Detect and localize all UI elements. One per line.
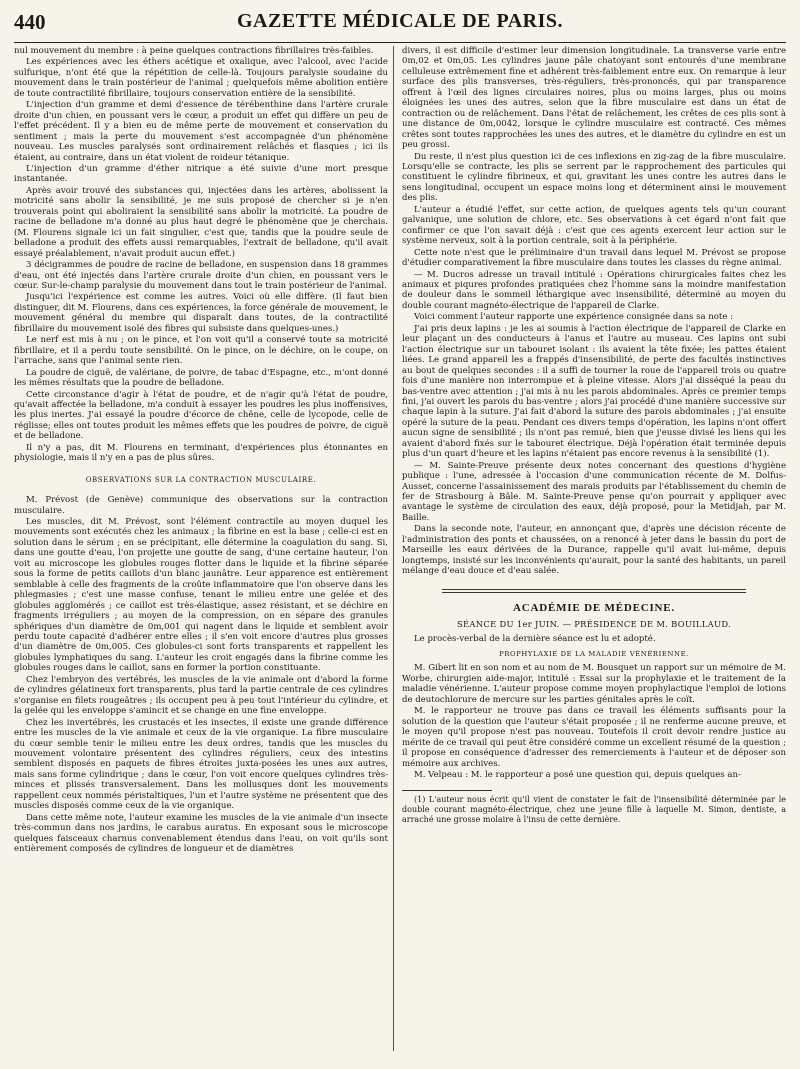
header-rule [14, 42, 786, 43]
paragraph: — M. Ducros adresse un travail intitulé : Opérations chirurgicales faites chez les animaux et piqures profondes pratiquées chez l'homme sans la moindre manifestation de douleur dans le sommeil léthargique avec insensibilité, déterminé au moyen du double courant magnéto-électrique de l'appareil de Clarke. [402, 269, 786, 311]
paragraph: Après avoir trouvé des substances qui, injectées dans les artères, abolissent la motricité sans abolir la sensibilité, je me suis proposé de chercher si je n'en trouverais point qui aboliraient la sensibilité sans abolir la motricité. La poudre de racine de belladone m'a donné au plus haut degré le phénomène que je cherchais. (M. Flourens signale ici un fait singulier, c'est que, tandis que la poudre seule de belladone a produit des effets aussi remarquables, l'extrait de belladone, qu'il avait essayé préalablement, n'avait produit aucun effet.) [14, 185, 388, 259]
paragraph: Le procès-verbal de la dernière séance est lu et adopté. [414, 633, 656, 644]
footnote-rule [402, 790, 492, 791]
section-rule [442, 589, 746, 593]
paragraph: Dans la seconde note, l'auteur, en annonçant que, d'après une décision récente de l'administration des ponts et chaussées, on a renoncé à jeter dans le bassin du port de Marseille les eaux dérivées de la Durance, rappelle qu'il avait lui-même, depuis longtemps, insisté sur les inconvénients qu'aurait, pour la santé des habitants, un pareil mélange d'eau douce et d'eau salée. [402, 524, 786, 577]
left-column [14, 46, 388, 856]
seance-heading: SÉANCE DU 1er JUIN. — PRÉSIDENCE DE M. BOUILLAUD. [456, 619, 732, 630]
paragraph: Chez l'embryon des vertébrés, les muscles de la vie animale ont d'abord la forme de cylindres gélatineux fort transparents, plus tard la partie centrale de ces cylindres s'organise en filets rougeâtres ; ils occupent peu à peu tout l'intérieur du cylindre, et la gelée qui les enveloppe s'amincit et se change en une fine enveloppe. [14, 674, 388, 717]
paragraph: Jusqu'ici l'expérience est comme les autres. Voici où elle diffère. (Il faut bien distinguer, dit M. Flourens, dans ces expériences, la force générale de mouvement, le mouvement général du membre qui disparaît dans toutes, de la contractilité fibrillaire du mouvement isolé des fibres qui subsiste dans quelques-unes.) [14, 292, 388, 334]
paragraph: Il n'y a pas, dit M. Flourens en terminant, d'expériences plus étonnantes en physiologie, mais il n'y en a pas de plus sûres. [14, 442, 388, 464]
paragraph: divers, il est difficile d'estimer leur dimension longitudinale. La transverse varie entre 0m,02 et 0m,05. Les cylindres jaune pâle chatoyant sont entourés d'une membrane celluleuse extrêmement fine et adhérent très-faiblement entre eux. On remarque à leur surface des plis transverses, très-réguliers, très-prononcés, qui par transparence offrent à l'œil des lignes circulaires noires, plus ou moins larges, plus ou moins éloignées les unes des autres, selon que la fibre musculaire est dans un état de contraction ou de relâchement. Dans l'état de relâchement, les crêtes de ces plis sont à une distance de 0m,0042, lorsque le cylindre musculaire est contracté. Ces mêmes crêtes sont toutes rapprochées les unes des autres, et le diamètre du cylindre en est un peu grossi. [402, 46, 786, 151]
paragraph: L'auteur a étudié l'effet, sur cette action, de quelques agents tels qu'un courant galvanique, une solution de chlore, etc. Ses observations à cet égard n'ont fait que confirmer ce que l'on savait déjà : c'est que ces agents exercent leur action sur le système nerveux, soit à la portion centrale, soit à la périphérie. [402, 204, 786, 247]
right-column [402, 46, 786, 826]
subsection-title: PROPHYLAXIE DE LA MALADIE VÉNÉRIENNE. [499, 650, 689, 659]
paragraph: L'injection d'un gramme d'éther nitrique a été suivie d'une mort presque instantanée. [14, 163, 388, 185]
paragraph: M. Gibert lit en son nom et au nom de M. Bousquet un rapport sur un mémoire de M. Worbe, chirurgien aide-major, intitulé : Essai sur la prophylaxie et le traitement de la maladie vénérienne. L'auteur propose comme moyen prophylactique l'emploi de lotions de deutochlorure de mercure sur les parties génitales après le coït. [402, 663, 786, 705]
paragraph: — M. Sainte-Preuve présente deux notes concernant des questions d'hygiène publique : l'une, adressée à l'occasion d'une communication récente de M. Dolfus-Ausset, concerne l'assainissement des marais produits par l'établissement du chemin de fer de Strasbourg à Bâle. M. Sainte-Preuve pense qu'on pourrait y appliquer avec avantage le système de circulation des eaux, déjà proposé, pour la Metidjah, par M. Baille. [402, 460, 786, 523]
journal-title: GAZETTE MÉDICALE DE PARIS. [236, 10, 564, 32]
paragraph: Dans cette même note, l'auteur examine les muscles de la vie animale d'un insecte très-commun dans nos jardins, le carabus auratus. En exposant sous le microscope quelques faisceaux charnus convenablement étendus dans l'eau, on voit qu'ils sont entièrement composés de cylindres de longueur et de diamètres [14, 812, 388, 855]
page-header [14, 8, 786, 42]
paragraph: Les expériences avec les éthers acétique et oxalique, avec l'alcool, avec l'acide sulfurique, n'ont été que la répétition de celle-là. Toujours paralysie soudaine du mouvement dans le train postérieur de l'animal ; quelquefois même abolition entière de toute contractilité fibrillaire, toujours conservation entière de la sensibilité. [14, 57, 388, 99]
page-number: 440 [14, 10, 46, 34]
paragraph: Les muscles, dit M. Prévost, sont l'élément contractile au moyen duquel les mouvements sont exécutés chez les animaux ; la fibrine en est la base ; celle-ci est en solution dans le sérum ; en se précipitant, elle détermine la coagulation du sang. Si, dans une goutte d'eau, l'on projette une goutte de sang, d'une certaine hauteur, l'on voit au microscope les globules rouges flotter dans le liquide et la fibrine séparée sous la forme de petits caillots d'un blanc jaunâtre. Leur apparence est entièrement semblable à celle des fragments de la croûte inflammatoire que l'on observe dans les phlegmasies ; c'est une masse confuse, tenant le milieu entre une gelée et des globules agglomérés ; ce caillot est très-élastique, assez résistant, et se déchire en fragments irréguliers ; au moyen de la compression, on en sépare des granules sphériques d'un diamètre de 0m,001 qui nagent dans le liquide et semblent avoir perdu toute capacité d'adhérer entre elles ; il s'en voit encore d'autres plus grosses d'un diamètre de 0m,005. Ces globules-ci sont forts transparents et rappellent les globules lymphatiques du sang. L'auteur les croit engagés dans la fibrine comme les globules rouges dans le caillot, sans en former la portion constituante. [14, 517, 388, 674]
paragraph: M. Prévost (de Genève) communique des observations sur la contraction musculaire. [14, 495, 388, 516]
paragraph: Le nerf est mis à nu ; on le pince, et l'on voit qu'il a conservé toute sa motricité fibrillaire, et il a perdu toute sensibilité. On le pince, on le déchire, on le coupe, on l'arrache, sans que l'animal sente rien. [14, 335, 388, 367]
paragraph: 3 décigrammes de poudre de racine de belladone, en suspension dans 18 grammes d'eau, ont été injectés dans l'artère crurale droite d'un chien, en poussant vers le cœur. Sur-le-champ paralysie du mouvement dans tout le train postérieur de l'animal. [14, 260, 388, 291]
section-title: OBSERVATIONS SUR LA CONTRACTION MUSCULAIRE. [85, 475, 317, 484]
paragraph: M. Velpeau : M. le rapporteur a posé une question qui, depuis quelques an- [414, 770, 741, 780]
footnote: (1) L'auteur nous écrit qu'il vient de constater le fait de l'insensibilité déterminée par le double courant magnéto-électrique, chez une jeune fille à laquelle M. Simon, dentiste, a arraché une grosse molaire à l'insu de cette dernière. [402, 795, 786, 825]
paragraph: L'injection d'un gramme et demi d'essence de térébenthine dans l'artère crurale droite d'un chien, en poussant vers le cœur, a produit un effet qui diffère un peu de l'effet précédent. Il y a bien eu de même perte de mouvement et conservation du sentiment ; mais la perte du mouvement s'est accompagnée d'un phénomène nouveau. Les muscles paralysés sont ordinairement relâchés et flasques ; ici ils étaient, au contraire, dans un état violent de roideur tétanique. [14, 100, 388, 163]
paragraph: M. le rapporteur ne trouve pas dans ce travail les éléments suffisants pour la solution de la question que l'auteur s'était proposée ; il ne renferme aucune preuve, et le moyen qu'il propose n'est pas nouveau. Toutefois il croit devoir rendre justice au mérite de ce travail qui peut être considéré comme un excellent résumé de la question ; il propose en conséquence d'adresser des remerciements à l'auteur et de déposer son mémoire aux archives. [402, 706, 786, 769]
paragraph: Voici comment l'auteur rapporte une expérience consignée dans sa note : [414, 312, 734, 323]
paragraph: nul mouvement du membre : à peine quelques contractions fibrillaires très-faibles. [14, 46, 374, 56]
paragraph: La poudre de ciguë, de valériane, de poivre, de tabac d'Espagne, etc., m'ont donné les mêmes résultats que la poudre de belladone. [14, 367, 388, 389]
paragraph: Du reste, il n'est plus question ici de ces inflexions en zig-zag de la fibre musculaire. Lorsqu'elle se contracte, les plis se serrent par le rapprochement des particules qui constituent le cylindre fibrineux, et qui, gravitant les unes contre les autres dans le sens longitudinal, occupent un espace moins long et déterminent ainsi le mouvement des plis. [402, 151, 786, 204]
paragraph: J'ai pris deux lapins : je les ai soumis à l'action électrique de l'appareil de Clarke en leur plaçant un des conducteurs à l'anus et l'autre au museau. Ces lapins ont subi l'action électrique sur un tabouret isolant : ils avaient la tête fixée; les pattes étaient liées. Le grand appareil les a frappés d'insensibilité, de perte des facultés instinctives au bout de quelques secondes : il a suffi de tourner la roue de l'appareil trois ou quatre fois d'une manière non interrompue et à pleine vitesse. Alors j'ai disséqué la peau du bas-ventre avec attention ; j'ai mis à nu les parois abdominales. Après ce premier temps fini, j'ai ouvert les parois du bas-ventre ; alors j'ai procédé d'une manière successive sur chaque lapin à la suture. J'ai fait d'abord la suture des parois abdominales ; j'ai ensuite opéré la suture de la peau. Pendant ces divers temps d'opération, les lapins n'ont offert aucun signe de sensibilité ; ils n'ont pas remué, bien que j'eusse divisé les liens qui les avaient d'abord fixés sur le tabouret électrique. Déjà l'opération était terminée depuis plus d'un quart d'heure et les lapins n'étaient pas encore revenus à la sensibilité (1). [402, 323, 786, 460]
paragraph: Cette note n'est que le préliminaire d'un travail dans lequel M. Prévost se propose d'étudier comparativement la fibre musculaire dans toutes les classes du règne animal. [402, 247, 786, 269]
paragraph: Chez les invertébrés, les crustacés et les insectes, il existe une grande différence entre les muscles de la vie animale et ceux de la vie organique. La fibre musculaire du cœur semble tenir le milieu entre les deux ordres, tandis que les muscles du mouvement volontaire présentent des cylindres réguliers, ceux des intestins semblent disposés en paquets de fibres étroites juxta-posées les unes aux autres, mais sans forme cylindrique ; dans le cœur, l'on voit encore quelques cylindres très-minces et plissés transversalement. Dans les mollusques dont les mouvements rappellent ceux nommés péristaltiques, l'un et l'autre système ne présentent que des muscles disposés comme ceux de la vie organique. [14, 717, 388, 812]
column-divider [393, 46, 394, 1051]
academie-heading: ACADÉMIE DE MÉDECINE. [513, 601, 675, 614]
paragraph: Cette circonstance d'agir à l'état de poudre, et de n'agir qu'à l'état de poudre, qu'avait affectée la belladone, m'a conduit à essayer les poudres les plus inoffensives, les plus inertes. J'ai essayé la poudre d'écorce de chêne, celle de lycopode, celle de réglisse; elles ont toutes produit les mêmes effets que les poudres de poivre, de ciguë et de belladone. [14, 389, 388, 442]
